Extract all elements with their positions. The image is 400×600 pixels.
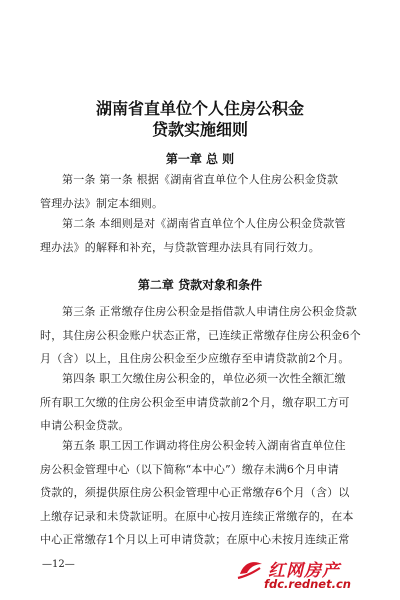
article-3-line-1: 第三条 正常缴存住房公积金是指借款人申请住房公积金贷款 bbox=[62, 305, 357, 318]
watermark-name: 红网房产 bbox=[268, 561, 340, 581]
article-5-line-3: 贷款的，须提供原住房公积金管理中心正常缴存6个月（含）以 bbox=[40, 486, 350, 499]
article-1-line-2: 管理办法》制定本细则。 bbox=[40, 196, 164, 210]
article-3-line-3: 月（含）以上，且住房公积金至少应缴存至申请贷款前2个月。 bbox=[40, 352, 350, 365]
article-5 bbox=[40, 434, 352, 552]
article-2 bbox=[40, 212, 352, 259]
article-3 bbox=[40, 300, 361, 371]
article-4 bbox=[40, 367, 352, 438]
article-2-line-1: 第二条 本细则是对《湖南省直单位个人住房公积金贷款管 bbox=[62, 217, 346, 230]
document-title-line-1: 湖南省直单位个人住房公积金 bbox=[95, 99, 304, 118]
article-5-line-4: 上缴存记录和未贷款证明。在原中心按月连续正常缴存的，在本 bbox=[40, 509, 354, 523]
article-3-line-2: 时，其住房公积金账户状态正常，已连续正常缴存住房公积金6个 bbox=[40, 328, 361, 342]
article-4-line-1: 第四条 职工欠缴住房公积金的，单位必须一次性全额汇缴 bbox=[62, 372, 346, 385]
chapter-1-heading: 第一章 总 则 bbox=[165, 152, 235, 166]
article-5-line-2: 房公积金管理中心（以下简称“本中心”）缴存未满6个月申请 bbox=[40, 462, 339, 476]
article-4-line-2: 所有职工欠缴的住房公积金至申请贷款前2个月，缴存职工方可 bbox=[40, 395, 350, 409]
article-5-line-5: 中心正常缴存1个月以上可申请贷款；在原中心未按月连续正常 bbox=[40, 533, 350, 546]
page-number: —12— bbox=[42, 559, 75, 570]
article-1-line-1: 第一条 第一条 根据《湖南省直单位个人住房公积金贷款 bbox=[62, 173, 339, 186]
article-4-line-3: 申请公积金贷款。 bbox=[40, 419, 130, 432]
article-5-line-1: 第五条 职工因工作调动将住房公积金转入湖南省直单位住 bbox=[62, 439, 346, 452]
article-1 bbox=[40, 168, 352, 215]
rednet-logo-icon bbox=[236, 558, 266, 580]
watermark-url: fdc.rednet.cn bbox=[264, 577, 351, 591]
watermark bbox=[236, 556, 386, 596]
document-title-line-2: 贷款实施细则 bbox=[151, 120, 248, 139]
chapter-2-heading: 第二章 贷款对象和条件 bbox=[137, 278, 263, 292]
article-2-line-2: 理办法》的解释和补充，与贷款管理办法具有同行效力。 bbox=[40, 240, 320, 254]
